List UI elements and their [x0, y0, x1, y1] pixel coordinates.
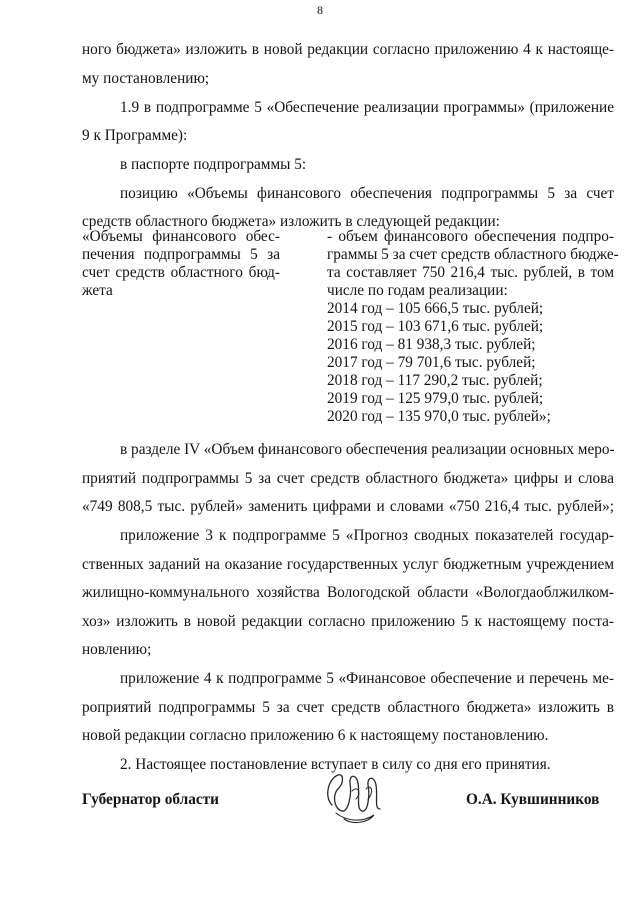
text-line: приложение 3 к подпрограмме 5 «Прогноз сводных показателей государ-	[120, 527, 614, 544]
table-right-line: 2020 год – 135 970,0 тыс. рублей»;	[327, 408, 551, 425]
text-line: ственных заданий на оказание государственных услуг бюджетным учреждением	[82, 556, 614, 573]
text-line: приложение 4 к подпрограмме 5 «Финансовое обеспечение и перечень ме-	[120, 670, 614, 687]
text-line: 1.9 в подпрограмме 5 «Обеспечение реализации программы» (приложение	[120, 99, 614, 116]
text-line: 9 к Программе):	[82, 127, 188, 144]
text-line: средств областного бюджета» изложить в следующей редакции:	[82, 213, 500, 230]
signatory-name: О.А. Кувшинников	[466, 791, 600, 808]
text-line: позицию «Объемы финансового обеспечения подпрограммы 5 за счет	[120, 185, 614, 202]
text-line: хоз» изложить в новой редакции согласно приложению 5 к настоящему поста-	[82, 613, 614, 630]
page-number: 8	[317, 3, 323, 17]
table-left-line: «Объемы финансового обес-	[82, 228, 280, 245]
handwritten-signature	[322, 765, 386, 827]
table-left-line: жета	[82, 282, 113, 299]
text-line: му постановлению;	[82, 70, 210, 87]
text-line: жилищно-коммунального хозяйства Вологодской области «Вологдаоблжилком-	[82, 584, 614, 601]
signatory-position: Губернатор области	[82, 791, 219, 808]
text-line: «749 808,5 тыс. рублей» заменить цифрами и словами «750 216,4 тыс. рублей»;	[82, 498, 614, 515]
table-left-line: печения подпрограммы 5 за	[82, 246, 280, 263]
table-right-line: 2014 год – 105 666,5 тыс. рублей;	[327, 300, 544, 317]
table-right-line: - объем финансового обеспечения подпро-	[327, 228, 614, 245]
text-line: 2. Настоящее постановление вступает в силу со дня его принятия.	[120, 756, 551, 773]
text-line: роприятий подпрограммы 5 за счет средств областного бюджета» изложить в	[82, 699, 614, 716]
table-left-line: счет средств областного бюд-	[82, 264, 280, 281]
table-right-line: граммы 5 за счет средств областного бюдже-	[327, 246, 619, 263]
table-right-line: 2015 год – 103 671,6 тыс. рублей;	[327, 318, 544, 335]
text-line: в паспорте подпрограммы 5:	[120, 156, 307, 173]
text-line: приятий подпрограммы 5 за счет средств областного бюджета» цифры и слова	[82, 470, 614, 487]
text-line: в разделе IV «Объем финансового обеспечения реализации основных меро-	[120, 441, 615, 458]
table-right-line: 2017 год – 79 701,6 тыс. рублей;	[327, 354, 536, 371]
table-right-line: 2016 год – 81 938,3 тыс. рублей;	[327, 336, 536, 353]
text-line: ного бюджета» изложить в новой редакции согласно приложению 4 к настояще-	[82, 41, 614, 58]
table-right-line: та составляет 750 216,4 тыс. рублей, в том	[327, 264, 614, 281]
table-right-line: числе по годам реализации:	[327, 282, 508, 299]
text-line: новлению;	[82, 641, 152, 658]
table-right-line: 2019 год – 125 979,0 тыс. рублей;	[327, 390, 544, 407]
text-line: новой редакции согласно приложению 6 к настоящему постановлению.	[82, 727, 549, 744]
table-right-line: 2018 год – 117 290,2 тыс. рублей;	[327, 372, 543, 389]
